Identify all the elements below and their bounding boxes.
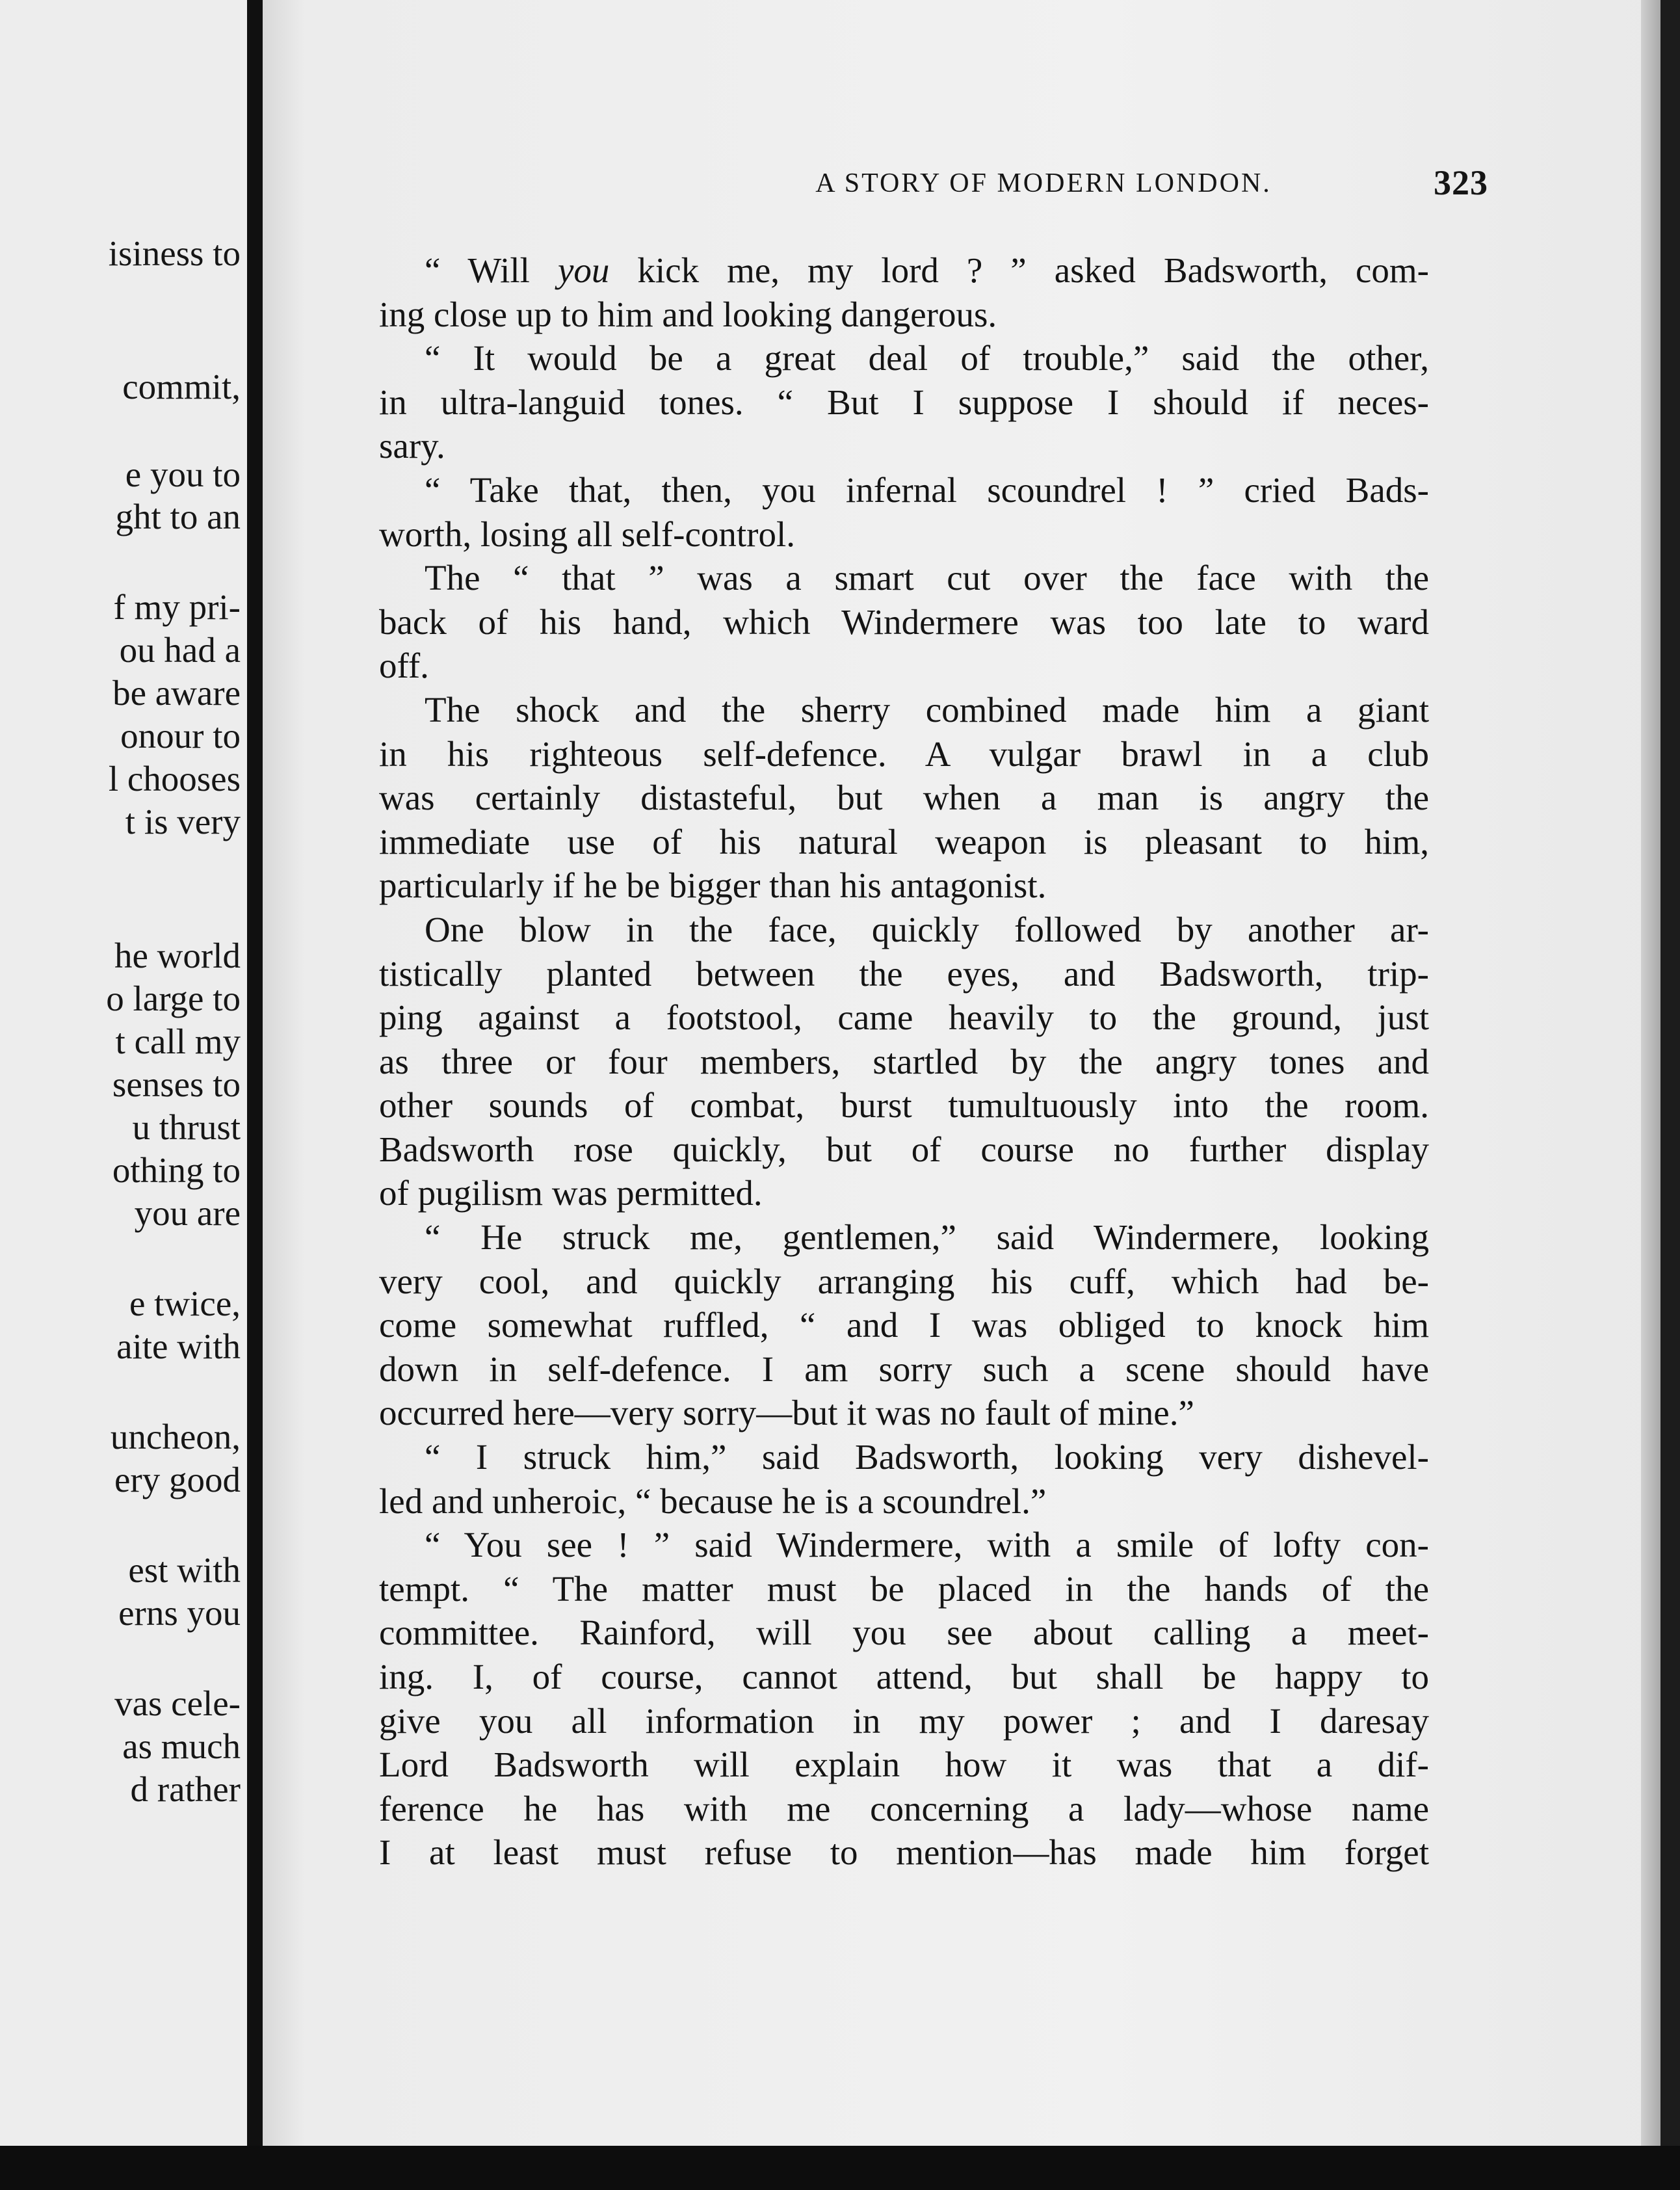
left-page-line: e twice, <box>129 1284 241 1323</box>
left-page-line: u thrust <box>132 1107 241 1147</box>
text-line: give you all information in my power ; and I daresay <box>379 1700 1429 1741</box>
text-line: “ He struck me, gentlemen,” said Windermere, looking <box>425 1217 1429 1258</box>
left-page-line: erns you <box>118 1593 241 1633</box>
text-line: was certainly distasteful, but when a man is angry the <box>379 778 1429 818</box>
left-page-line: vas cele- <box>114 1683 241 1723</box>
text-line: Lord Badsworth will explain how it was that a dif- <box>379 1745 1429 1785</box>
text-line <box>379 248 1429 293</box>
text-line: “ Take that, then, you infernal scoundrel ! ” cried Bads- <box>425 469 1429 510</box>
text-line: down in self-defence. I am sorry such a scene should have <box>379 1349 1429 1389</box>
text-line: immediate use of his natural weapon is pleasant to him, <box>379 821 1429 862</box>
text-line: other sounds of combat, burst tumultuously into the room. <box>379 1085 1429 1126</box>
text-line: committee. Rainford, will you see about calling a meet- <box>379 1613 1429 1653</box>
text-line: “ It would be a great deal of trouble,” said the other, <box>425 338 1429 378</box>
text-line: “ I struck him,” said Badsworth, looking very dishevel- <box>425 1437 1429 1477</box>
text-line: “ You see ! ” said Windermere, with a smile of lofty con- <box>425 1525 1429 1565</box>
left-page-line: you are <box>134 1193 241 1233</box>
left-page-line: l chooses <box>108 759 241 798</box>
text-line: of pugilism was permitted. <box>379 1173 763 1213</box>
left-page-line: senses to <box>112 1064 241 1104</box>
text-run: kick me, my lord ? ” asked Badsworth, com- <box>609 250 1429 290</box>
text-line: back of his hand, which Windermere was too late to ward <box>379 601 1429 642</box>
text-line: I at least must refuse to mention—has made him forget <box>379 1832 1429 1873</box>
left-page-line: othing to <box>112 1150 241 1190</box>
left-page-line: ou had a <box>119 630 241 670</box>
text-line: particularly if he be bigger than his antagonist. <box>379 865 1047 906</box>
page-number: 323 <box>1434 163 1488 202</box>
text-line: led and unheroic, “ because he is a scoundrel.” <box>379 1481 1047 1521</box>
text-line: very cool, and quickly arranging his cuff, which had be- <box>379 1261 1429 1301</box>
left-page-line: be aware <box>112 673 241 713</box>
text-line: occurred here—very sorry—but it was no fault of mine.” <box>379 1393 1194 1433</box>
left-page-line: onour to <box>120 716 241 756</box>
text-line: Badsworth rose quickly, but of course no further display <box>379 1129 1429 1169</box>
body-text <box>379 248 1429 1875</box>
text-line: worth, losing all self-control. <box>379 514 796 554</box>
text-line: The “ that ” was a smart cut over the face with the <box>425 558 1429 598</box>
text-line: tistically planted between the eyes, and Badsworth, trip- <box>379 953 1429 994</box>
left-page-line: t call my <box>115 1022 241 1061</box>
text-line: tempt. “ The matter must be placed in the hands of the <box>379 1568 1429 1609</box>
text-run: “ Will <box>425 250 558 290</box>
book-gutter <box>247 0 263 2190</box>
left-page-line: as much <box>122 1726 241 1766</box>
left-page <box>0 0 247 2146</box>
left-page-line: uncheon, <box>110 1417 241 1457</box>
text-line: off. <box>379 646 429 686</box>
running-head-title: A STORY OF MODERN LONDON. <box>815 168 1272 198</box>
left-page-line: commit, <box>122 367 241 406</box>
left-page-line: o large to <box>106 979 241 1018</box>
text-line: in ultra-languid tones. “ But I suppose I should if neces- <box>379 382 1429 422</box>
left-page-line: f my pri- <box>113 587 241 627</box>
left-page-line: ery good <box>114 1460 241 1499</box>
italic-word: you <box>557 250 610 290</box>
left-page-line: est with <box>128 1550 241 1590</box>
text-line: ing. I, of course, cannot attend, but shall be happy to <box>379 1657 1429 1696</box>
text-line: come somewhat ruffled, “ and I was obliged to knock him <box>379 1305 1429 1345</box>
text-line: One blow in the face, quickly followed by another ar- <box>425 909 1429 949</box>
left-page-line: ght to an <box>115 497 241 536</box>
left-page-line: e you to <box>125 455 241 494</box>
text-line: The shock and the sherry combined made him a giant <box>425 689 1429 730</box>
text-line: ference he has with me concerning a lady—whose name <box>379 1788 1429 1828</box>
text-line: ping against a footstool, came heavily to the ground, just <box>379 997 1429 1038</box>
left-page-line: t is very <box>125 802 241 841</box>
text-line: as three or four members, startled by the angry tones and <box>379 1041 1429 1081</box>
left-page-line: isiness to <box>108 233 241 273</box>
page-edge <box>1641 0 1660 2156</box>
text-line: ing close up to him and looking dangerous. <box>379 294 997 334</box>
text-line: sary. <box>379 426 445 466</box>
left-page-line: d rather <box>130 1769 241 1809</box>
text-line: in his righteous self-defence. A vulgar brawl in a club <box>379 733 1429 774</box>
left-page-line: he world <box>114 936 241 975</box>
left-page-line: aite with <box>116 1326 241 1366</box>
page-bottom-shadow <box>0 2146 1680 2190</box>
